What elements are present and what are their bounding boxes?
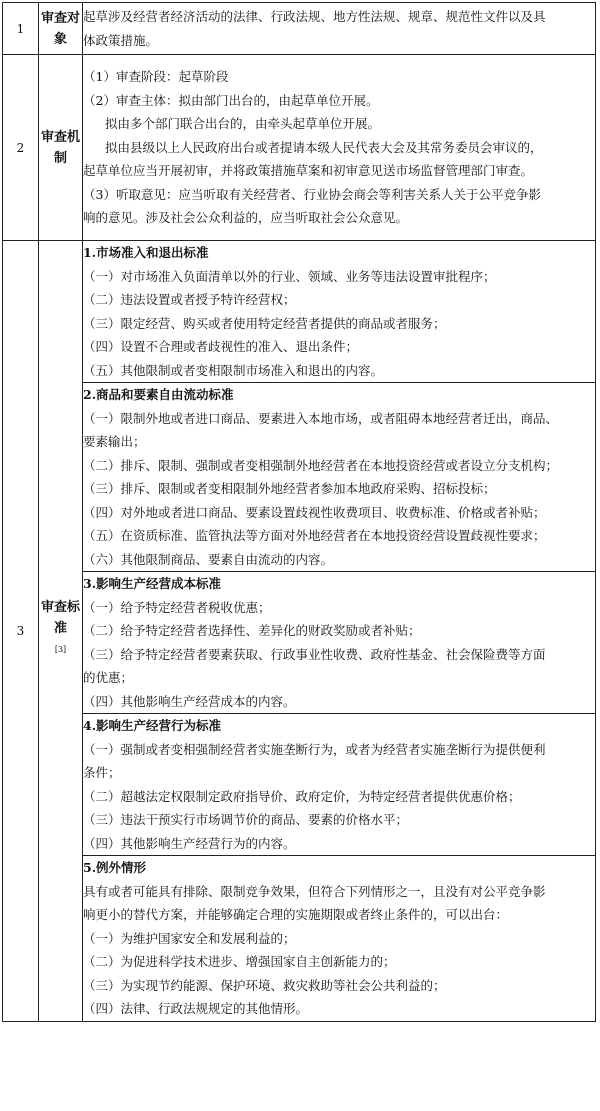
mechanism-subject: （2）审查主体：拟由部门出台的，由起草单位开展。 bbox=[83, 92, 379, 108]
list-item: 条件； bbox=[83, 765, 121, 780]
list-item: （四）对外地或者进口商品、要素设置歧视性收费项目、收费标准、价格或者补贴； bbox=[83, 504, 546, 520]
list-item: 的优惠； bbox=[83, 670, 134, 685]
row-label-review-object: 审查对象 bbox=[39, 3, 83, 55]
list-item: 具有或者可能具有排除、限制竞争效果，但符合下列情形之一，且没有对公平竞争影 bbox=[83, 883, 546, 899]
section-title: 4.影响生产经营行为标准 bbox=[83, 718, 222, 733]
row-number: 3 bbox=[3, 241, 39, 1022]
standard-section-exceptions bbox=[83, 856, 596, 1022]
section-title: 2.商品和要素自由流动标准 bbox=[83, 387, 234, 402]
list-item: （二）给予特定经营者选择性、差异化的财政奖励或者补贴； bbox=[83, 623, 421, 638]
mechanism-opinions: （3）听取意见：应当听取有关经营者、行业协会商会等利害关系人关于公平竞争影 bbox=[83, 186, 541, 202]
row-label-review-mechanism: 审查机制 bbox=[39, 55, 83, 241]
list-item: （四）法律、行政法规规定的其他情形。 bbox=[83, 1001, 309, 1016]
standard-section-production-behavior bbox=[83, 714, 596, 856]
list-item: （四）设置不合理或者歧视性的准入、退出条件； bbox=[83, 339, 359, 354]
mechanism-opinions-cont: 响的意见。涉及社会公众利益的，应当听取社会公众意见。 bbox=[83, 210, 409, 226]
mechanism-subject-joint: 拟由多个部门联合出台的，由牵头起草单位开展。 bbox=[105, 116, 381, 132]
list-item: （一）对市场准入负面清单以外的行业、领域、业务等违法设置审批程序； bbox=[83, 268, 496, 284]
section-title: 3.影响生产经营成本标准 bbox=[83, 576, 222, 591]
standard-section-production-cost bbox=[83, 572, 596, 714]
list-item: （二）违法设置或者授予特许经营权； bbox=[83, 292, 296, 307]
list-item: （三）给予特定经营者要素获取、行政事业性收费、政府性基金、社会保险费等方面 bbox=[83, 646, 546, 662]
list-item: （五）其他限制或者变相限制市场准入和退出的内容。 bbox=[83, 362, 384, 378]
list-item: （四）其他影响生产经营行为的内容。 bbox=[83, 835, 296, 851]
row-number: 2 bbox=[3, 55, 39, 241]
table-row-standard-1 bbox=[3, 241, 596, 383]
list-item: 要素输出； bbox=[83, 434, 146, 449]
standard-section-market-access bbox=[83, 241, 596, 383]
footnote-ref: [3] bbox=[54, 645, 67, 655]
standard-section-free-flow bbox=[83, 383, 596, 572]
list-item: （一）限制外地或者进口商品、要素进入本地市场，或者阻碍本地经营者迁出，商品、 bbox=[83, 410, 559, 426]
row-number: 1 bbox=[3, 3, 39, 55]
mechanism-subject-county: 拟由县级以上人民政府出台或者提请本级人民代表大会及其常务委员会审议的， bbox=[105, 139, 543, 155]
list-item: （一）强制或者变相强制经营者实施垄断行为，或者为经营者实施垄断行为提供便利 bbox=[83, 741, 546, 757]
section-title: 5.例外情形 bbox=[83, 860, 147, 875]
review-table-document bbox=[2, 2, 596, 1108]
list-item: （三）限定经营、购买或者使用特定经营者提供的商品或者服务； bbox=[83, 315, 446, 331]
section-title: 1.市场准入和退出标准 bbox=[83, 245, 209, 260]
mechanism-subject-county-cont: 起草单位应当开展初审，并将政策措施草案和初审意见送市场监督管理部门审查。 bbox=[83, 163, 534, 179]
list-item: （一）为维护国家安全和发展利益的； bbox=[83, 930, 296, 946]
review-mechanism-content bbox=[83, 55, 596, 241]
table-row-standard-4 bbox=[3, 714, 596, 856]
table-row-standard-3 bbox=[3, 572, 596, 714]
fair-competition-review-table bbox=[2, 2, 596, 1022]
row-label-text: 审查标准 bbox=[40, 600, 80, 637]
list-item: （三）为实现节约能源、保护环境、救灾救助等社会公共利益的； bbox=[83, 977, 446, 993]
list-item: （二）超越法定权限制定政府指导价、政府定价，为特定经营者提供优惠价格； bbox=[83, 788, 521, 804]
list-item: （一）给予特定经营者税收优惠； bbox=[83, 599, 271, 615]
row-label-review-standard bbox=[39, 241, 83, 1022]
list-item: （二）排斥、限制、强制或者变相强制外地经营者在本地投资经营或者设立分支机构； bbox=[83, 457, 559, 473]
table-row-standard-5 bbox=[3, 856, 596, 1022]
review-object-content bbox=[83, 3, 596, 55]
mechanism-stage: （1）审查阶段：起草阶段 bbox=[83, 69, 229, 85]
list-item: （六）其他限制商品、要素自由流动的内容。 bbox=[83, 551, 334, 567]
table-row-standard-2 bbox=[3, 383, 596, 572]
list-item: （三）违法干预实行市场调节价的商品、要素的价格水平； bbox=[83, 812, 409, 827]
table-row-review-mechanism bbox=[3, 55, 596, 241]
list-item: （四）其他影响生产经营成本的内容。 bbox=[83, 693, 296, 709]
content-line: 体政策措施。 bbox=[83, 32, 159, 48]
list-item: （二）为促进科学技术进步、增强国家自主创新能力的； bbox=[83, 954, 396, 969]
table-row-review-object bbox=[3, 3, 596, 55]
content-line: 起草涉及经营者经济活动的法律、行政法规、地方性法规、规章、规范性文件以及具 bbox=[83, 9, 546, 24]
list-item: （五）在资质标准、监管执法等方面对外地经营者在本地投资经营设置歧视性要求； bbox=[83, 528, 546, 543]
list-item: 响更小的替代方案，并能够确定合理的实施期限或者终止条件的，可以出台： bbox=[83, 907, 509, 922]
list-item: （三）排斥、限制或者变相限制外地经营者参加本地政府采购、招标投标； bbox=[83, 481, 496, 496]
